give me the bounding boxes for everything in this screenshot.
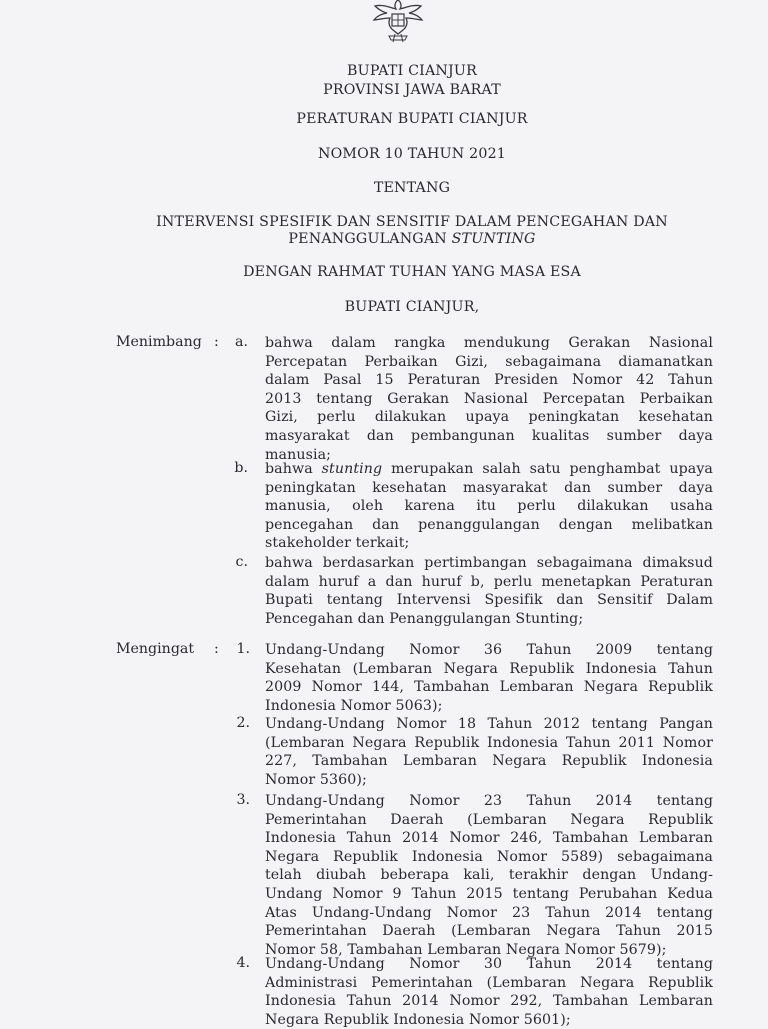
regulation-number: NOMOR 10 TAHUN 2021 bbox=[317, 146, 507, 162]
subject-line-2 bbox=[150, 231, 674, 247]
regulation-title: PERATURAN BUPATI CIANJUR bbox=[296, 111, 528, 127]
text-line: Negara Republik Indonesia Nomor 5601); bbox=[265, 1011, 571, 1028]
menimbang-label: Menimbang bbox=[116, 334, 202, 350]
blessing-line: DENGAN RAHMAT TUHAN YANG MASA ESA bbox=[243, 264, 581, 280]
text-line: Indonesia Tahun 2014 Nomor 246, Tambahan Lembaran bbox=[265, 830, 713, 847]
text-line: Undang-Undang Nomor 30 Tahun 2014 tentang bbox=[265, 956, 713, 972]
mengingat-label: Mengingat bbox=[116, 641, 195, 657]
text-line bbox=[265, 460, 713, 479]
text-line: Indonesia Tahun 2014 Nomor 292, Tambahan Lembaran bbox=[265, 993, 713, 1010]
text-line: manusia; bbox=[265, 446, 332, 463]
mengingat-marker-2: 2. bbox=[236, 715, 250, 731]
text-line: Negara Republik Indonesia Nomor 5589) sebagaimana bbox=[265, 848, 713, 865]
mengingat-item-3 bbox=[265, 792, 713, 959]
subject-line-1: INTERVENSI SPESIFIK DAN SENSITIF DALAM PENCEGAHAN DAN bbox=[156, 214, 668, 230]
text-line: Atas Undang-Undang Nomor 23 Tahun 2014 tentang bbox=[265, 904, 713, 921]
text-line: Nomor 5360); bbox=[265, 771, 367, 788]
mengingat-item-4 bbox=[265, 955, 713, 1029]
header-line-1: BUPATI CIANJUR bbox=[347, 63, 477, 79]
text-line: 227, Tambahan Lembaran Negara Republik Indonesia bbox=[265, 753, 713, 770]
text-line: bahwa berdasarkan pertimbangan sebagaimana dimaksud bbox=[265, 555, 713, 571]
text-line: peningkatan kesehatan masyarakat dan sumber daya bbox=[265, 479, 713, 496]
text-line: bahwa dalam rangka mendukung Gerakan Nasional bbox=[265, 335, 713, 351]
mengingat-marker-1: 1. bbox=[236, 641, 250, 657]
text-line: Pencegahan dan Penanggulangan Stunting; bbox=[265, 610, 584, 627]
header-line-2: PROVINSI JAWA BARAT bbox=[323, 82, 501, 98]
menimbang-colon: : bbox=[214, 334, 219, 350]
text-fragment: merupakan salah satu penghambat upaya bbox=[382, 461, 713, 477]
text-line: dalam huruf a dan huruf b, perlu menetapkan Peraturan bbox=[265, 573, 713, 590]
mengingat-marker-4: 4. bbox=[236, 955, 250, 971]
text-line: masyarakat dan pembangunan kualitas sumber daya bbox=[265, 427, 713, 444]
subject-line-2-emphasis: STUNTING bbox=[451, 231, 536, 247]
text-line: Pemerintahan Daerah (Lembaran Negara Republik bbox=[265, 811, 713, 828]
text-line: Percepatan Perbaikan Gizi, sebagaimana diamanatkan bbox=[265, 353, 713, 370]
menimbang-marker-c: c. bbox=[235, 554, 248, 570]
text-line: Bupati tentang Intervensi Spesifik dan Sensitif Dalam bbox=[265, 592, 713, 609]
menimbang-marker-b: b. bbox=[234, 460, 248, 476]
text-line: stakeholder terkait; bbox=[265, 535, 410, 552]
text-line: dalam Pasal 15 Peraturan Presiden Nomor 42 Tahun bbox=[265, 372, 713, 389]
text-line: Undang-Undang Nomor 23 Tahun 2014 tentang bbox=[265, 793, 713, 809]
text-line: Indonesia Nomor 5063); bbox=[265, 697, 443, 714]
text-line: Kesehatan (Lembaran Negara Republik Indonesia Tahun bbox=[265, 660, 713, 677]
text-line: manusia, oleh karena itu perlu dilakukan usaha bbox=[265, 498, 713, 515]
text-line: Undang-Undang Nomor 18 Tahun 2012 tentang Pangan bbox=[265, 716, 713, 732]
text-line: 2013 tentang Gerakan Nasional Percepatan Perbaikan bbox=[265, 390, 713, 407]
stunting-emphasis: stunting bbox=[321, 461, 383, 477]
mengingat-colon: : bbox=[214, 641, 219, 657]
about-label: TENTANG bbox=[373, 180, 451, 196]
text-line: (Lembaran Negara Republik Indonesia Tahun 2011 Nomor bbox=[265, 734, 713, 751]
mengingat-marker-3: 3. bbox=[236, 792, 250, 808]
text-line: Administrasi Pemerintahan (Lembaran Negara Republik bbox=[265, 974, 713, 991]
text-fragment: bahwa bbox=[265, 461, 322, 477]
mengingat-item-2 bbox=[265, 715, 713, 789]
text-line: Undang Nomor 9 Tahun 2015 tentang Perubahan Kedua bbox=[265, 885, 713, 902]
text-line: 2009 Nomor 144, Tambahan Lembaran Negara Republik bbox=[265, 679, 713, 696]
text-line: pencegahan dan penanggulangan dengan melibatkan bbox=[265, 516, 713, 533]
menimbang-item-c bbox=[265, 554, 713, 628]
menimbang-marker-a: a. bbox=[235, 334, 248, 350]
text-line: Nomor 58, Tambahan Lembaran Negara Nomor 5679); bbox=[265, 941, 667, 958]
subject-line-2-text: PENANGGULANGAN bbox=[288, 231, 452, 247]
text-line: Pemerintahan Daerah (Lembaran Negara Tahun 2015 bbox=[265, 923, 713, 940]
text-line: Undang-Undang Nomor 36 Tahun 2009 tentang bbox=[265, 642, 713, 658]
menimbang-item-a bbox=[265, 334, 713, 464]
menimbang-item-b bbox=[265, 460, 713, 553]
text-line: Gizi, perlu dilakukan upaya peningkatan kesehatan bbox=[265, 409, 713, 426]
text-line: telah diubah beberapa kali, terakhir dengan Undang- bbox=[265, 867, 713, 884]
regent-line: BUPATI CIANJUR, bbox=[344, 299, 480, 315]
mengingat-item-1 bbox=[265, 641, 713, 715]
garuda-emblem-icon bbox=[369, 0, 427, 46]
